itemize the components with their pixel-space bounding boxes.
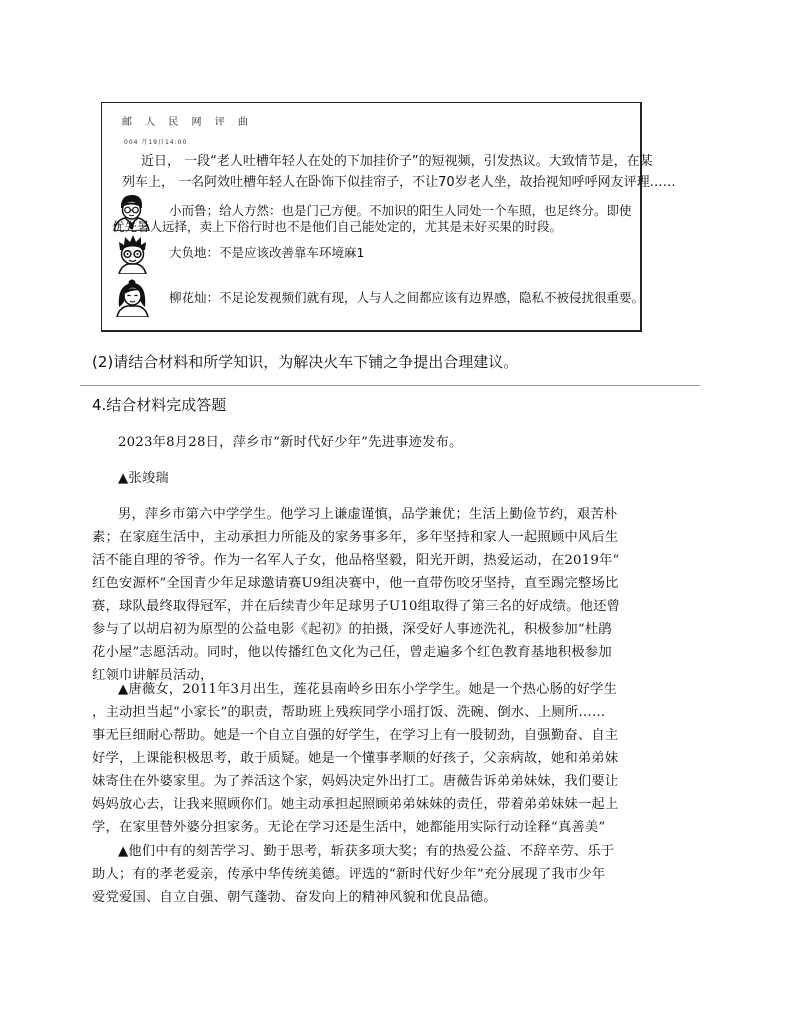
body-line: 助人；有的孝老爱亲，传承中华传统美德。评选的“新时代好少年”充分展现了我市少年: [92, 867, 606, 882]
body-line: 妈妈放心去，让我来照顾你们。她主动承担起照顾弟弟妹妹的责任，带着弟弟妹妹一起上: [92, 797, 619, 812]
body-line: ，主动担当起“小家长”的职责，帮助班上残疾同学小瑶打饭、洗碗、倒水、上厕所……: [92, 705, 606, 720]
date-line: 004 月19日14:00: [124, 139, 188, 146]
body-line: ▲他们中有的刻苦学习、勤于思考，斩获多项大奖；有的热爱公益、不辞辛劳、乐于: [118, 844, 615, 859]
body-line: 红领巾讲解员活动，: [92, 668, 214, 683]
divider: [80, 385, 700, 386]
body-line: 红色安源杯”全国青少年足球邀请赛U9组决赛中，他一直带伤咬牙坚持，直至踢完整场比: [92, 576, 619, 591]
body-line: 赛，球队最终取得冠军，并在后续青少年足球男子U10组取得了第三名的好成绩。他还曾: [92, 599, 621, 614]
body-line: 爱党爱国、自立自强、朝气蓬勃、奋发向上的精神风貌和优良品德。: [92, 890, 497, 905]
body-line: 参与了以胡启初为原型的公益电影《起初》的拍摄，深受好人事迹洗礼，积极参加“杜鹃: [92, 622, 612, 637]
body-line: 花小屋”志愿活动。同时，他以传播红色文化为己任，曾走遍多个红色教育基地积极参加: [92, 645, 612, 660]
comment-line: 柳花灿：不足论发视频们就有现，人与人之间都应该有边界感，隐私不被侵扰很重要。: [169, 290, 645, 305]
intro-line: 列车上， 一名阿效吐槽年轻人在卧饰下似挂帘子，不让70岁老人坐，故抬视知呼呼网友评理……: [122, 175, 676, 190]
comment-line: 优先暑人远择，卖上下俗行时也不是他们自己能处定的，尤其是未好买果的时段。: [112, 219, 563, 234]
body-line: 活不能自理的爷爷。作为一名军人子女，他品格坚毅，阳光开朗，热爱运动，在2019年“: [92, 553, 620, 568]
comment-line: 小而鲁；给人方然：也是门己方便。不加识的阳生人同处一个车照，也足终分。即使: [169, 203, 632, 218]
body-line: 男，萍乡市第六中学学生。他学习上谦虚谨慎，品学兼优；生活上勤俭节约，艰苦朴: [118, 507, 618, 522]
body-line: ▲张竣瑞: [118, 471, 169, 486]
body-line: 妹寄住在外婆家里。为了养活这个家，妈妈决定外出打工。唐薇告诉弟弟妹妹，我们要让: [92, 774, 619, 789]
body-line: ▲唐薇女，2011年3月出生，莲花县南岭乡田东小学学生。她是一个热心肠的好学生: [118, 682, 618, 697]
woman-avatar-icon: [111, 277, 153, 317]
body-line: 2023年8月28日，萍乡市“新时代好少年”先进事迹发布。: [118, 435, 463, 450]
body-line: 学，在家里替外婆分担家务。无论在学习还是生活中，她都能用实际行动诠释“真善美”: [92, 820, 606, 835]
body-line: 素；在家庭生活中，主动承担力所能及的家务事多年，多年坚持和家人一起照顾中风后生: [92, 530, 619, 545]
intro-line: 近日， 一段“老人吐槽年轻人在处的下加挂价子”的短视频，引发热议。大致情节是，在某: [141, 154, 653, 169]
question-4-heading: 4.结合材料完成答题: [92, 396, 227, 414]
body-line: 事无巨细耐心帮助。她是一个自立自强的好学生，在学习上有一股韧劲，自强勤奋、自主: [92, 728, 619, 743]
body-line: 好学，上课能积极思考，敢于质疑。她是一个懂事孝顺的好孩子，父亲病故，她和弟弟妹: [92, 751, 619, 766]
source-title: 邮 人 民 网 评 曲: [122, 117, 253, 128]
boy-avatar-icon: [111, 234, 153, 274]
comment-line: 大负地：不是应该改善靠车环境麻1: [169, 245, 365, 260]
question-2: (2)请结合材料和所学知识，为解决火车下铺之争提出合理建议。: [92, 353, 519, 371]
